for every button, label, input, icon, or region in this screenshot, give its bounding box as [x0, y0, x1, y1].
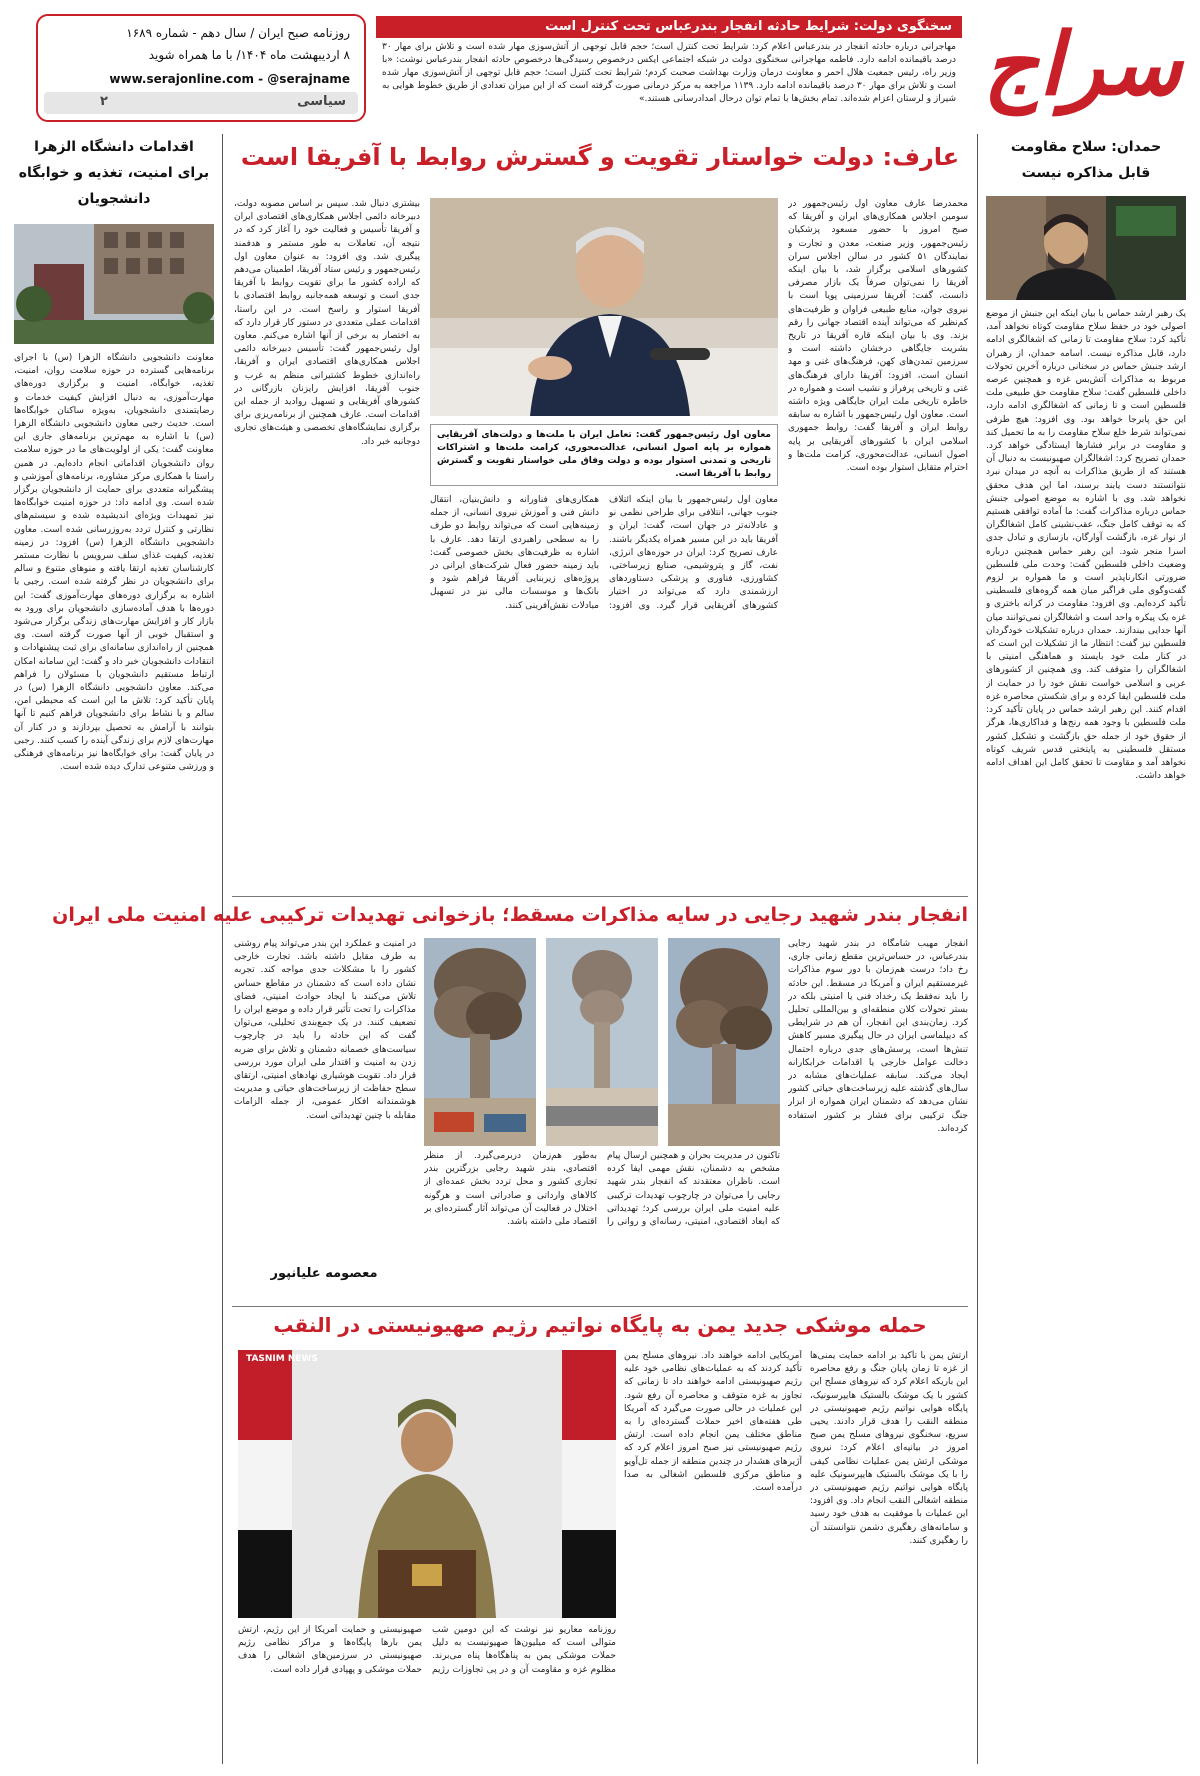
article-divider [232, 1306, 968, 1307]
top-news-title: سخنگوی دولت: شرایط حادثه انفجار بندرعباس تحت کنترل است [376, 16, 962, 38]
issue-line: روزنامه صبح ایران / سال دهم - شماره ۱۶۸۹ [126, 26, 350, 40]
right-column-divider [977, 134, 978, 1764]
article2-byline: معصومه علیانپور [270, 1266, 378, 1281]
article2-body-right: انفجار مهیب شامگاه در بندر شهید رجایی بندرعباس، در حساس‌ترین مقطع زمانی جاری، رخ داد؛ درست هم‌زمان با دور سوم مذاکرات غیرمستقیم ایران و آمریکا در مسقط. این حادثه را باید نه‌فقط یک رخداد فنی یا امنیتی بلکه در بستر تحولات کلان منطقه‌ای و بین‌المللی تحلیل کرد. زمان‌بندی این انفجار، آن هم در شرایطی که دیپلماسی ایران در حال پیگیری مسیر کاهش تنش‌ها است، پرسش‌های جدی درباره احتمال دخالت عوامل خارجی یا اقدامات خرابکارانه ایجاد می‌کند. سابقه عملیات‌های مشابه در سال‌های گذشته علیه زیرساخت‌های حیاتی کشور نشان می‌دهد که دشمنان ایران همواره از ابزار جنگ ترکیبی برای فشار بر کشور استفاده کرده‌اند. [788, 939, 968, 1134]
yemen-spokesman-photo [238, 1350, 616, 1618]
article3-headline: حمله موشکی جدید یمن به پایگاه نواتیم رژیم صهیونیستی در النقب [273, 1313, 927, 1337]
article2-body-middle-wrap [424, 1150, 780, 1300]
website-link[interactable]: www.serajonline.com - @serajname [109, 72, 350, 86]
masthead [8, 6, 1194, 128]
newspaper-logo [970, 10, 1190, 124]
right-column-title: حمدان: سلاح مقاومت قابل مذاکره نیست [988, 134, 1184, 186]
article1-body-middle: معاون اول رئیس‌جمهور با بیان اینکه ائتلاف جنوب جهانی، انتلافی برای طراحی نظمی نو و عادلانه‌تر در جهان است، گفت: ایران و آفریقا باید در این مسیر همراه یکدیگر باشند. عارف تصریح کرد: ایران در حوزه‌های انرژی، نفت، گاز و پتروشیمی، صنایع زیرساختی، کشاورزی، فناوری و پزشکی دستاوردهای ارزشمندی دارد که می‌تواند در اختیار کشورهای آفریقایی قرار گیرد. وی افزود: همکاری‌های فناورانه و دانش‌بنیان، انتقال دانش فنی و آموزش نیروی انسانی، از جمله زمینه‌هایی است که می‌تواند روابط دو طرف را به سطحی راهبردی ارتقا دهد. عارف با اشاره به ظرفیت‌های بخش خصوصی گفت: باید زمینه حضور فعال شرکت‌های ایرانی در پروژه‌های زیربنایی آفریقا فراهم شود و بانک‌ها و موسسات مالی نیز در تسهیل مبادلات نقش‌آفرینی کنند. [430, 495, 778, 611]
aref-photo-caption: معاون اول رئیس‌جمهور گفت: تعامل ایران با ملت‌ها و دولت‌های آفریقایی همواره بر پایه اصول انسانی، عدالت‌محوری، کرامت ملت‌ها و اشتراکات تاریخی و تمدنی استوار بوده و دولت وفاق ملی خواستار تقویت و گسترش روابط با آفریقا است. [430, 424, 778, 486]
article-divider [232, 896, 968, 897]
explosion-photo-3 [668, 938, 780, 1146]
page-number: ۲ [100, 94, 108, 109]
article2-body-left: در امنیت و عملکرد این بندر می‌تواند پیام روشنی به طرف مقابل داشته باشد. تجارت خارجی کشور را با مشکلات جدی مواجه کند. تجربه نشان داده است که دشمنان در مقاطع حساس تلاش می‌کنند با ایجاد حوادث امنیتی، فضای مذاکرات را تحت تأثیر قرار داده و موضع ایران را تضعیف کنند. در یک جمع‌بندی تحلیلی، می‌توان گفت که این حادثه را باید در چارچوب سیاست‌های خصمانه دشمنان و تلاش برای ضربه زدن به امنیت و اقتدار ملی ایران مورد بررسی قرار داد. تقویت هوشیاری نهادهای امنیتی، ارتقای سطح حفاظت از زیرساخت‌های حیاتی و مدیریت هوشمندانه افکار عمومی، از جمله الزامات مقابله با چنین تهدیداتی است. [234, 939, 416, 1121]
article1-body-right: محمدرضا عارف معاون اول رئیس‌جمهور در سومین اجلاس همکاری‌های ایران و آفریقا که صبح امروز با حضور مسعود پزشکیان رئیس‌جمهور، وزیر صنعت، معدن و تجارت و نمایندگان ۵۱ کشور در سالن اجلاس سران کشورهای اسلامی برگزار شد، با بیان اینکه آفریقا را نمی‌توان صرفاً یک بازار مصرفی دانست، گفت: آفریقا سرزمینی پویا است با نیروی جوان، منابع طبیعی فراوان و ظرفیت‌های کم‌نظیر که می‌تواند آینده اقتصاد جهانی را رقم بزند. وی با بیان اینکه قاره آفریقا در تاریخ بشریت جایگاهی درخشان داشته است و سرزمین تمدن‌های کهن، فرهنگ‌های غنی و مهد انسان است، افزود: آفریقا دارای فرهنگ‌های غنی و تاریخی پرفراز و نشیب است و همواره در خاطره تاریخی ملت ایران جایگاهی ویژه داشته است. معاون اول رئیس‌جمهور با اشاره به سابقه روابط ایران و آفریقا گفت: روابط جمهوری اسلامی ایران با کشورهای آفریقایی بر پایه اصول انسانی، عدالت‌محوری، کرامت ملت‌ها و احترام متقابل استوار بوده است. [788, 199, 968, 474]
article3-body-middle: آمریکایی ادامه خواهند داد. نیروهای مسلح یمن تأکید کردند که به عملیات‌های نظامی خود علیه رژیم صهیونیستی ادامه خواهند داد تا زمانی که تجاوز به غزه متوقف و محاصره آن رفع شود. این عملیات در حالی صورت می‌گیرد که آمریکا طی هفته‌های اخیر حملات گسترده‌ای را به مناطق مختلف یمن انجام داده است. ارتش رژیم صهیونیستی نیز صبح امروز اعلام کرد که آژیرهای هشدار در چندین منطقه از جمله تل‌آویو و مناطق مرکزی فلسطین اشغالی به صدا درآمده است. [624, 1351, 802, 1494]
university-photo [14, 224, 214, 344]
article3-body-left: روزنامه معاریو نیز نوشت که این دومین شب متوالی است که میلیون‌ها صهیونیست به دلیل حملات موشکی یمن به پناهگاه‌ها پناه می‌برند. مظلوم غزه و مقاومت آن و در پی تجاوزات رژیم صهیونیستی و حمایت آمریکا از این رژیم، ارتش یمن بارها پایگاه‌ها و مراکز نظامی رژیم صهیونیستی در سرزمین‌های اشغالی را هدف حملات موشکی و پهپادی قرار داده است. [238, 1625, 616, 1675]
aref-photo [430, 198, 778, 416]
article2-headline: انفجار بندر شهید رجایی در سایه مذاکرات مسقط؛ بازخوانی تهدیدات ترکیبی علیه امنیت ملی ایران [52, 904, 968, 926]
left-column-body: معاونت دانشجویی دانشگاه الزهرا (س) با اجرای برنامه‌هایی گسترده در حوزه سلامت روان، امنیت، تغذیه، خوابگاه، امنیت و برگزاری دوره‌های مهارت‌آموزی، به دنبال افزایش کیفیت خدمات و رضایتمندی دانشجویان، به‌ویژه ساکنان خوابگاه‌ها است. حدیث رجبی معاون دانشجویی دانشگاه الزهرا (س) با اشاره به مهم‌ترین برنامه‌های جاری این معاونت گفت: یکی از اولویت‌های ما در حوزه سلامت روان دانشجویان اقداماتی انجام داده‌ایم. در همین راستا با همکاری مرکز مشاوره، برنامه‌های آموزشی و پیشگیرانه متعددی برای حمایت از دانشجویان برگزار شده است. وی ادامه داد: در حوزه امنیت خوابگاه‌ها نیز تمهیدات ویژه‌ای اندیشیده شده و سیستم‌های نظارتی و کنترل تردد به‌روزرسانی شده است. معاون دانشجویی دانشگاه الزهرا (س) افزود: در زمینه تغذیه، کیفیت غذای سلف سرویس با نظارت مستمر کارشناسان تغذیه ارتقا یافته و منوهای متنوع و سالم برای دانشجویان در نظر گرفته شده است. رجبی با اشاره به برگزاری دوره‌های مهارت‌آموزی گفت: این دوره‌ها با هدف آماده‌سازی دانشجویان برای ورود به بازار کار و افزایش مهارت‌های زندگی برگزار می‌شود و استقبال خوبی از آنها صورت گرفته است. وی همچنین از راه‌اندازی سامانه‌ای برای ثبت پیشنهادات و انتقادات دانشجویان خبر داد و گفت: این سامانه امکان ارتباط مستقیم دانشجویان با مسئولان را فراهم می‌کند. معاون دانشجویی دانشگاه الزهرا (س) در پایان تأکید کرد: تلاش ما این است که محیطی امن، سالم و با نشاط برای دانشجویان فراهم کنیم تا آنها بتوانند با آرامش به تحصیل بپردازند و در کنار آن مهارت‌های لازم برای زندگی آینده را کسب کنند. رجبی در پایان گفت: برای خوابگاه‌ها نیز برنامه‌های فرهنگی و ورزشی متنوعی تدارک دیده شده است. [14, 353, 214, 773]
article1-headline: عارف: دولت خواستار تقویت و گسترش روابط با آفریقا است [240, 143, 960, 171]
article1-body-left: بیشتری دنبال شد. سپس بر اساس مصوبه دولت، دبیرخانه دائمی اجلاس همکاری‌های اقتصادی ایران و آفریقا تأسیس و فعالیت خود را آغاز کرد که در نتیجه آن، تعاملات به طور مستمر و هدفمند پیگیری شد. وی افزود: به عنوان معاون اول رئیس‌جمهور و رئیس ستاد آفریقا، اطمینان می‌دهم که اراده کشور ما برای تقویت روابط با آفریقا جدی است و توسعه همه‌جانبه روابط اقتصادی با آفریقا استوار و راسخ است. در این راستا، اقدامات عملی متعددی در دستور کار قرار دارد که به اختصار به برخی از آنها اشاره می‌کنم. معاون اول رئیس‌جمهور گفت: تأسیس دبیرخانه دائمی اجلاس همکاری‌های اقتصادی ایران و آفریقا، راه‌اندازی خطوط کشتیرانی منظم به غرب و جنوب آفریقا، افزایش رایزنان بازرگانی در کشورهای آفریقایی و تسهیل روادید از جمله این اقدامات است. عارف همچنین از برنامه‌ریزی برای برگزاری نمایشگاه‌های تخصصی و هیئت‌های تجاری دوجانبه خبر داد. [234, 199, 420, 447]
photo-credit-watermark: TASNIM NEWS [246, 1354, 318, 1364]
top-news-box [376, 16, 962, 120]
issue-info-box [36, 14, 366, 122]
left-column-divider [222, 134, 223, 1764]
right-column [982, 134, 1190, 1766]
section-name: سیاسی [297, 94, 346, 109]
logo-wordmark: سراج [983, 14, 1182, 115]
explosion-photo-1 [424, 938, 536, 1146]
explosion-photo-2 [546, 938, 658, 1146]
hamdan-photo [986, 196, 1186, 300]
article2-body-middle: تاکنون در مدیریت بحران و همچنین ارسال پیام مشخص به دشمنان، نقش مهمی ایفا کرده است. ناظران معتقدند که انفجار بندر شهید رجایی را می‌توان در چارچوب تهدیدات ترکیبی علیه امنیت ملی ایران بررسی کرد؛ تهدیداتی که ابعاد اقتصادی، امنیتی، رسانه‌ای و روانی را به‌طور هم‌زمان دربرمی‌گیرد. از منظر اقتصادی، بندر شهید رجایی بزرگترین بندر تجاری کشور و محل تردد بخش عمده‌ای از کالاهای وارداتی و صادراتی است و هرگونه اختلال در فعالیت آن می‌تواند آثار گسترده‌ای بر اقتصاد ملی داشته باشد. [424, 1151, 780, 1228]
section-bar [44, 92, 358, 114]
left-column [10, 134, 218, 1766]
article3-body-right: ارتش یمن با تأکید بر ادامه حمایت یمنی‌ها از غزه تا زمان پایان جنگ و رفع محاصره این باریکه اعلام کرد که نیروهای مسلح این کشور با یک موشک بالستیک هایپرسونیک، پایگاه هوایی نواتیم رژیم صهیونیستی در منطقه النقب را هدف قرار دادند. یحیی سریع، سخنگوی نیروهای مسلح یمن صبح امروز در بیانیه‌ای اعلام کرد: نیروی موشکی ارتش یمن عملیات نظامی کیفی را با یک موشک بالستیک هایپرسونیک علیه پایگاه هوایی نواتیم رژیم صهیونیستی در منطقه اشغالی النقب انجام داد. وی افزود: این عملیات با موفقیت به هدف خود رسید و سامانه‌های رهگیری دشمن نتوانستند آن را رهگیری کنند. [810, 1351, 968, 1546]
left-column-title: اقدامات دانشگاه الزهرا برای امنیت، تغذیه و خوابگاه دانشجویان [16, 134, 212, 214]
top-news-body: مهاجرانی درباره حادثه انفجار در بندرعباس اعلام کرد: شرایط تحت کنترل است؛ حجم قابل توجهی از آتش‌سوزی مهار شده است و تلاش برای مهار ۳۰ درصد باقیمانده ادامه دارد. فاطمه مهاجرانی سخنگوی دولت در شبکه اجتماعی ایکس درخصوص رسیدگی‌ها درخصوص حادثه انفجار بندرعباس نوشت: «با وزیر راه، رئیس جمعیت هلال احمر و معاونت درمان وزارت بهداشت صحبت کردم؛ شرایط تحت کنترل است؛ حجم قابل توجهی از آتش‌سوزی مهار شده است و تلاش برای مهار ۳۰ درصد باقیمانده ادامه دارد. ۱۱۳۹ مراجعه به مرکز درمانی صورت گرفته است که از این میزان تعدادی از طریق خطوط هوایی به شیراز و لرستان اعزام شده‌اند. تمام بخش‌ها با تمام توان درحال امدادرسانی هستند.» [382, 42, 957, 104]
date-line: ۸ اردیبهشت ماه ۱۴۰۴/ با ما همراه شوید [148, 48, 350, 62]
right-column-body: یک رهبر ارشد حماس با بیان اینکه این جنبش از موضع اصولی خود در حفظ سلاح مقاومت کوتاه نخواهد آمد، تأکید کرد: سلاح مقاومت تا زمانی که اشغالگری ادامه دارد، قابل مذاکره نیست. اسامه حمدان، از رهبران ارشد جنبش حماس در سخنانی درباره آخرین تحولات مربوط به مذاکرات آتش‌بس غزه و همچنین عرصه داخلی فلسطین گفت: سلاح مقاومت حق طبیعی ملت فلسطین است و تا زمانی که اشغالگری ادامه دارد، این حق پابرجا خواهد بود. وی افزود: هیچ طرفی نمی‌تواند شرط خلع سلاح مقاومت را به ما تحمیل کند و مقاومت در برابر فشارها ایستادگی خواهد کرد. حمدان تصریح کرد: اشغالگران صهیونیست به دنبال آن هستند که از طریق مذاکرات به آنچه در میدان نبرد نتوانستند دست یابند برسند، اما این هدف محقق نخواهد شد. وی با اشاره به موضع اصولی جنبش حماس درباره مذاکرات گفت: ما آماده توافقی هستیم که به توقف کامل جنگ، عقب‌نشینی کامل اشغالگران از نوار غزه، بازگشت آوارگان، بازسازی و تبادل جدی اسرا منجر شود. این رهبر حماس همچنین درباره وضعیت داخلی فلسطین گفت: وحدت ملی فلسطین ضرورتی انکارناپذیر است و ما همواره بر لزوم گفت‌وگوی ملی فراگیر میان همه گروه‌های فلسطینی تأکید کرده‌ایم. وی افزود: مقاومت در کرانه باختری و غزه یک پیکره واحد است و اشغالگران نمی‌توانند میان آنها جدایی بیندازند. حمدان درباره تشکیلات خودگردان فلسطین نیز گفت: انتظار ما از تشکیلات این است که در کنار ملت خود بایستد و هماهنگی امنیتی با اشغالگران را متوقف کند. وی همچنین از کشورهای عربی و اسلامی خواست نقش خود را در حمایت از ملت فلسطین ایفا کرده و برای شکستن محاصره غزه اقدام کنند. این رهبر ارشد حماس در پایان تأکید کرد: ملت فلسطین با وجود همه رنج‌ها و فداکاری‌ها، هرگز از حقوق خود از جمله حق بازگشت و تشکیل کشور مستقل فلسطینی به پایتختی قدس شریف کوتاه نخواهد آمد و مقاومت تا تحقق کامل این اهداف ادامه خواهد داشت. [986, 309, 1186, 782]
